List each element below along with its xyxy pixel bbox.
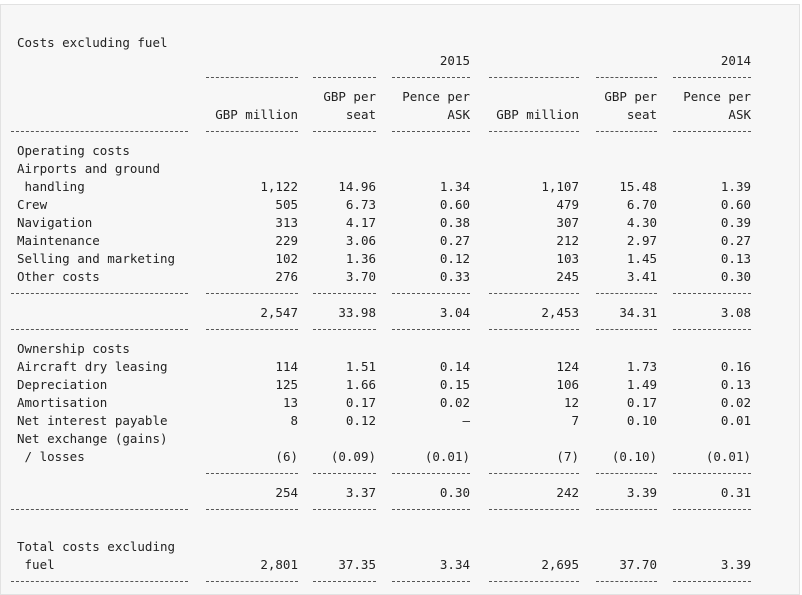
ownership-rule-top-col-4 bbox=[596, 473, 657, 474]
cell-value: 0.39 bbox=[720, 215, 751, 230]
cell-value: 0.01 bbox=[720, 413, 751, 428]
subtotal-rule-top-col-0 bbox=[206, 293, 298, 294]
header-gbp-per-seat-line1: GBP per bbox=[604, 89, 657, 104]
cell-value: 8 bbox=[290, 413, 298, 428]
table-panel bbox=[0, 4, 800, 595]
cell-value: 0.60 bbox=[720, 197, 751, 212]
cell-value: 0.13 bbox=[720, 251, 751, 266]
total-rule-bottom-col-1 bbox=[313, 581, 376, 582]
row-label: Amortisation bbox=[17, 395, 108, 410]
cell-value: 0.13 bbox=[720, 377, 751, 392]
cell-value: (6) bbox=[275, 449, 298, 464]
ownership-rule-bottom-col-1 bbox=[313, 509, 376, 510]
ownership-rule-bottom-col-4 bbox=[596, 509, 657, 510]
cell-value: 0.12 bbox=[345, 413, 376, 428]
row-label: handling bbox=[17, 179, 85, 194]
ownership-rule-bottom-col-0 bbox=[206, 509, 298, 510]
cell-value: 4.30 bbox=[626, 215, 657, 230]
header-rule-col-4 bbox=[596, 131, 657, 132]
cell-value: 1.66 bbox=[345, 377, 376, 392]
cell-value: 3.39 bbox=[626, 485, 657, 500]
year-2015: 2015 bbox=[439, 53, 470, 68]
cell-value: 0.10 bbox=[626, 413, 657, 428]
total-rule-bottom-col-5 bbox=[673, 581, 751, 582]
cell-value: 2,453 bbox=[541, 305, 579, 320]
cell-value: 0.02 bbox=[439, 395, 470, 410]
cell-value: 12 bbox=[563, 395, 579, 410]
header-pence-per-ask-line2: ASK bbox=[728, 107, 751, 122]
cell-value: 33.98 bbox=[338, 305, 376, 320]
cell-value: 2,695 bbox=[541, 557, 579, 572]
cell-value: (0.01) bbox=[705, 449, 751, 464]
header-rule-col-3 bbox=[489, 131, 579, 132]
subtotal-rule-bottom-col-5 bbox=[673, 329, 751, 330]
row-label: Maintenance bbox=[17, 233, 100, 248]
ownership-rule-top-col-3 bbox=[489, 473, 579, 474]
row-label: Total costs excluding bbox=[17, 539, 176, 554]
subtotal-rule-top-col-5 bbox=[673, 293, 751, 294]
cell-value: 212 bbox=[556, 233, 579, 248]
cell-value: 3.34 bbox=[439, 557, 470, 572]
row-label: Depreciation bbox=[17, 377, 108, 392]
subtotal-rule-bottom-col-3 bbox=[489, 329, 579, 330]
cell-value: 245 bbox=[556, 269, 579, 284]
cell-value: 0.14 bbox=[439, 359, 470, 374]
row-label: Aircraft dry leasing bbox=[17, 359, 168, 374]
cell-value: 0.17 bbox=[626, 395, 657, 410]
subtotal-rule-top-label bbox=[11, 293, 188, 294]
row-label: / losses bbox=[17, 449, 85, 464]
subtotal-rule-top-col-2 bbox=[392, 293, 470, 294]
cell-value: 3.37 bbox=[345, 485, 376, 500]
cell-value: 37.35 bbox=[338, 557, 376, 572]
cell-value: 102 bbox=[275, 251, 298, 266]
subtotal-rule-bottom-col-0 bbox=[206, 329, 298, 330]
cell-value: 0.60 bbox=[439, 197, 470, 212]
cell-value: 1.45 bbox=[626, 251, 657, 266]
cell-value: 13 bbox=[282, 395, 298, 410]
cell-value: 1.39 bbox=[720, 179, 751, 194]
total-rule-bottom-col-2 bbox=[392, 581, 470, 582]
subtotal-rule-bottom-col-2 bbox=[392, 329, 470, 330]
cell-value: 3.04 bbox=[439, 305, 470, 320]
cell-value: 34.31 bbox=[619, 305, 657, 320]
cell-value: 6.73 bbox=[345, 197, 376, 212]
cell-value: 1,122 bbox=[260, 179, 298, 194]
header-rule-col-1 bbox=[313, 131, 376, 132]
row-label: Net exchange (gains) bbox=[17, 431, 168, 446]
cell-value: 1.49 bbox=[626, 377, 657, 392]
row-label: Selling and marketing bbox=[17, 251, 176, 266]
cell-value: 0.33 bbox=[439, 269, 470, 284]
header-gbp-million: GBP million bbox=[215, 107, 298, 122]
ownership-rule-bottom-col-5 bbox=[673, 509, 751, 510]
row-label: Crew bbox=[17, 197, 48, 212]
subtotal-rule-bottom-col-1 bbox=[313, 329, 376, 330]
cell-value: 1.51 bbox=[345, 359, 376, 374]
year-rule-col-2 bbox=[392, 77, 470, 78]
cell-value: 1,107 bbox=[541, 179, 579, 194]
cell-value: 0.15 bbox=[439, 377, 470, 392]
row-label: Navigation bbox=[17, 215, 93, 230]
cell-value: 103 bbox=[556, 251, 579, 266]
cell-value: 313 bbox=[275, 215, 298, 230]
header-rule-col-2 bbox=[392, 131, 470, 132]
cell-value: 3.08 bbox=[720, 305, 751, 320]
cell-value: 0.31 bbox=[720, 485, 751, 500]
cell-value: 505 bbox=[275, 197, 298, 212]
year-rule-col-4 bbox=[596, 77, 657, 78]
header-pence-per-ask-line2: ASK bbox=[447, 107, 470, 122]
year-rule-col-5 bbox=[673, 77, 751, 78]
cell-value: 1.36 bbox=[345, 251, 376, 266]
subtotal-rule-top-col-3 bbox=[489, 293, 579, 294]
total-rule-bottom-label bbox=[11, 581, 188, 582]
cell-value: 0.27 bbox=[720, 233, 751, 248]
cell-value: 37.70 bbox=[619, 557, 657, 572]
ownership-rule-bottom-col-3 bbox=[489, 509, 579, 510]
cell-value: 125 bbox=[275, 377, 298, 392]
cell-value: (7) bbox=[556, 449, 579, 464]
header-rule-col-5 bbox=[673, 131, 751, 132]
year-rule-col-3 bbox=[489, 77, 579, 78]
cell-value: (0.09) bbox=[330, 449, 376, 464]
cell-value: 242 bbox=[556, 485, 579, 500]
ownership-rule-bottom-col-2 bbox=[392, 509, 470, 510]
total-rule-bottom-col-4 bbox=[596, 581, 657, 582]
cell-value: 0.38 bbox=[439, 215, 470, 230]
header-pence-per-ask-line1: Pence per bbox=[402, 89, 470, 104]
header-gbp-per-seat-line2: seat bbox=[626, 107, 657, 122]
cell-value: 0.12 bbox=[439, 251, 470, 266]
cell-value: 0.30 bbox=[439, 485, 470, 500]
cell-value: 106 bbox=[556, 377, 579, 392]
header-rule-col-0 bbox=[206, 131, 298, 132]
header-pence-per-ask-line1: Pence per bbox=[683, 89, 751, 104]
cell-value: (0.10) bbox=[611, 449, 657, 464]
ownership-rule-top-col-0 bbox=[206, 473, 298, 474]
cell-value: 2,801 bbox=[260, 557, 298, 572]
subtotal-rule-bottom-col-4 bbox=[596, 329, 657, 330]
cell-value: 0.02 bbox=[720, 395, 751, 410]
cell-value: 229 bbox=[275, 233, 298, 248]
cell-value: 307 bbox=[556, 215, 579, 230]
cell-value: 7 bbox=[571, 413, 579, 428]
cell-value: 3.39 bbox=[720, 557, 751, 572]
header-rule-label bbox=[11, 131, 188, 132]
cell-value: 0.16 bbox=[720, 359, 751, 374]
header-gbp-per-seat-line1: GBP per bbox=[323, 89, 376, 104]
subtotal-rule-top-col-1 bbox=[313, 293, 376, 294]
ownership-rule-top-col-1 bbox=[313, 473, 376, 474]
cell-value: 4.17 bbox=[345, 215, 376, 230]
section-operating-costs: Operating costs bbox=[17, 143, 130, 158]
cell-value: 2.97 bbox=[626, 233, 657, 248]
subtotal-rule-bottom-label bbox=[11, 329, 188, 330]
header-gbp-per-seat-line2: seat bbox=[345, 107, 376, 122]
cell-value: 114 bbox=[275, 359, 298, 374]
cell-value: 479 bbox=[556, 197, 579, 212]
ownership-rule-bottom-label bbox=[11, 509, 188, 510]
cell-value: 3.06 bbox=[345, 233, 376, 248]
cell-value: – bbox=[462, 413, 470, 428]
ownership-rule-top-col-2 bbox=[392, 473, 470, 474]
cell-value: 14.96 bbox=[338, 179, 376, 194]
total-rule-bottom-col-0 bbox=[206, 581, 298, 582]
year-2014: 2014 bbox=[720, 53, 751, 68]
cell-value: 276 bbox=[275, 269, 298, 284]
cell-value: 1.73 bbox=[626, 359, 657, 374]
section-ownership-costs: Ownership costs bbox=[17, 341, 130, 356]
table-title: Costs excluding fuel bbox=[17, 35, 168, 50]
cell-value: 0.30 bbox=[720, 269, 751, 284]
year-rule-col-0 bbox=[206, 77, 298, 78]
ownership-rule-top-col-5 bbox=[673, 473, 751, 474]
total-rule-bottom-col-3 bbox=[489, 581, 579, 582]
cell-value: 254 bbox=[275, 485, 298, 500]
cell-value: 15.48 bbox=[619, 179, 657, 194]
year-rule-col-1 bbox=[313, 77, 376, 78]
cell-value: 0.17 bbox=[345, 395, 376, 410]
row-label: fuel bbox=[17, 557, 55, 572]
cell-value: 2,547 bbox=[260, 305, 298, 320]
row-label: Other costs bbox=[17, 269, 100, 284]
cell-value: (0.01) bbox=[424, 449, 470, 464]
row-label: Net interest payable bbox=[17, 413, 168, 428]
cell-value: 3.41 bbox=[626, 269, 657, 284]
cell-value: 3.70 bbox=[345, 269, 376, 284]
subtotal-rule-top-col-4 bbox=[596, 293, 657, 294]
cell-value: 124 bbox=[556, 359, 579, 374]
cell-value: 0.27 bbox=[439, 233, 470, 248]
row-label: Airports and ground bbox=[17, 161, 160, 176]
header-gbp-million: GBP million bbox=[496, 107, 579, 122]
cell-value: 1.34 bbox=[439, 179, 470, 194]
cell-value: 6.70 bbox=[626, 197, 657, 212]
